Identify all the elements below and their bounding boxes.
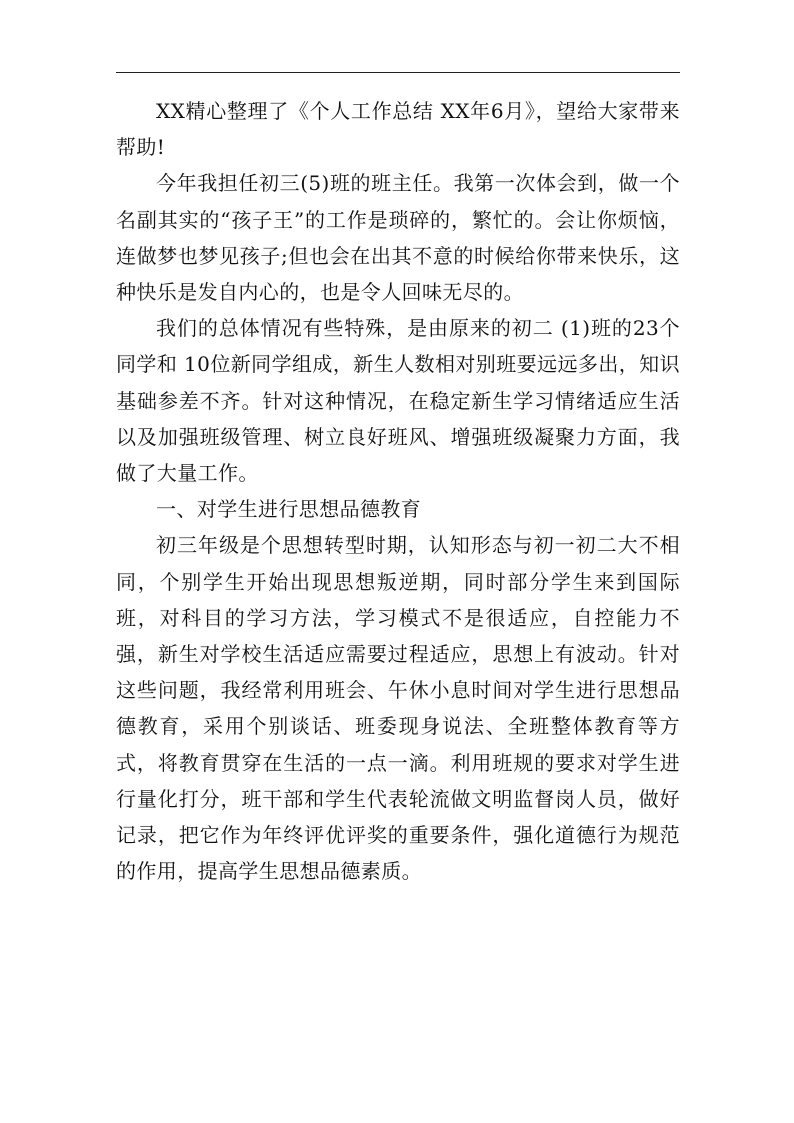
body-paragraph: 我们的总体情况有些特殊，是由原来的初二 (1)班的23个同学和 10位新同学组成，新生人数相对别班要远远多出，知识基础参差不齐。针对这种情况，在稳定新生学习情绪适应生活以及加强班级管理、树立良好班风、增强班级凝聚力方面，我做了大量工作。 <box>116 316 680 486</box>
document-body <box>116 93 680 889</box>
intro-paragraph: XX精心整理了《个人工作总结 XX年6月》，望给大家带来帮助! <box>116 99 680 160</box>
section-heading: 一、对学生进行思想品德教育 <box>156 497 422 522</box>
body-paragraph: 今年我担任初三(5)班的班主任。我第一次体会到，做一个名副其实的“孩子王”的工作是琐碎的，繁忙的。会让你烦恼，连做梦也梦见孩子;但也会在出其不意的时候给你带来快乐，这种快乐是发自内心的，也是令人回味无尽的。 <box>116 171 680 305</box>
body-paragraph: 初三年级是个思想转型时期，认知形态与初一初二大不相同，个别学生开始出现思想叛逆期，同时部分学生来到国际班，对科目的学习方法，学习模式不是很适应，自控能力不强，新生对学校生活适应需要过程适应，思想上有波动。针对这些问题，我经常利用班会、午休小息时间对学生进行思想品德教育，采用个别谈话、班委现身说法、全班整体教育等方式，将教育贯穿在生活的一点一滴。利用班规的要求对学生进行量化打分，班干部和学生代表轮流做文明监督岗人员，做好记录，把它作为年终评优评奖的重要条件，强化道德行为规范的作用，提高学生思想品德素质。 <box>116 533 680 884</box>
header-rule <box>116 72 680 73</box>
